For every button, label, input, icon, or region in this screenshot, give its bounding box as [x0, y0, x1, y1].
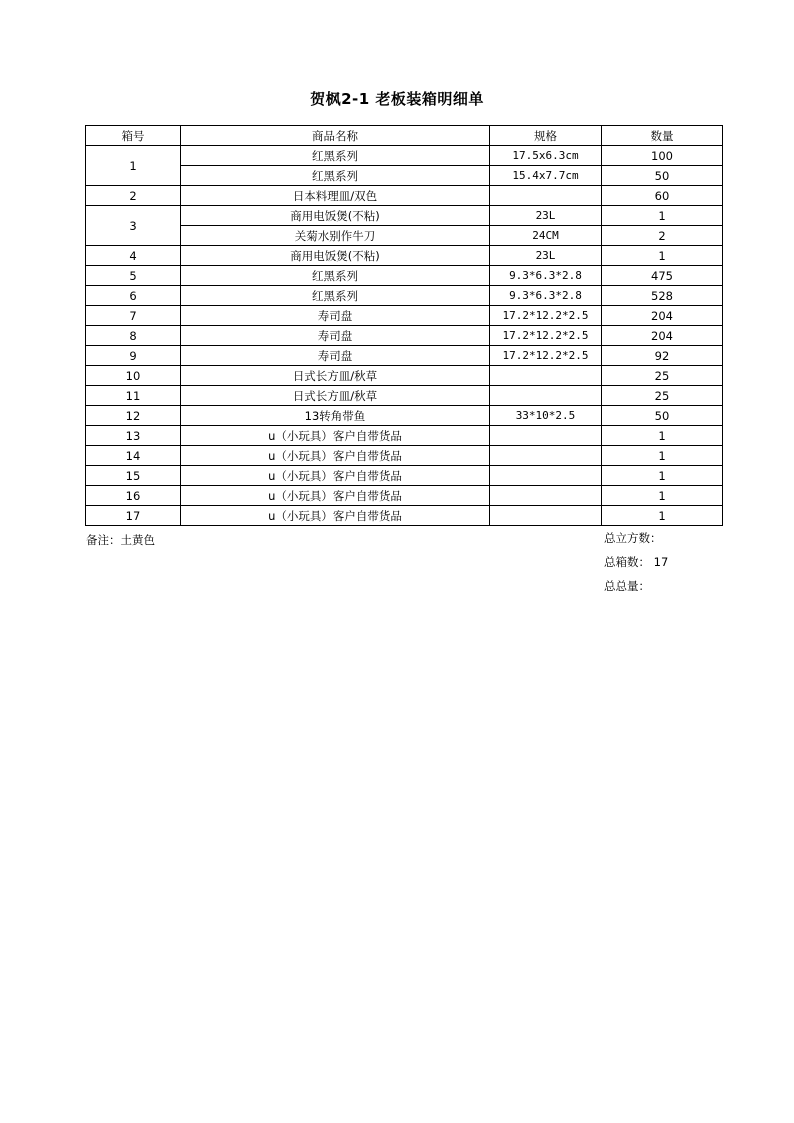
table-row	[86, 326, 723, 346]
total-boxes: 总箱数： 17	[604, 555, 669, 569]
cell-box-no: 1	[86, 146, 181, 186]
table-row	[86, 246, 723, 266]
cell-spec: 15.4x7.7cm	[490, 166, 602, 186]
cell-quantity: 1	[602, 246, 723, 266]
cell-product-name: 关菊水别作牛刀	[181, 226, 490, 246]
header-box-no: 箱号	[86, 126, 181, 146]
cell-spec: 17.2*12.2*2.5	[490, 326, 602, 346]
cell-product-name: 红黑系列	[181, 266, 490, 286]
cell-spec: 9.3*6.3*2.8	[490, 286, 602, 306]
cell-quantity: 1	[602, 426, 723, 446]
cell-quantity: 475	[602, 266, 723, 286]
cell-box-no: 3	[86, 206, 181, 246]
cell-spec: 17.2*12.2*2.5	[490, 346, 602, 366]
cell-box-no: 15	[86, 466, 181, 486]
cell-quantity: 60	[602, 186, 723, 206]
cell-box-no: 11	[86, 386, 181, 406]
cell-box-no: 4	[86, 246, 181, 266]
cell-quantity: 100	[602, 146, 723, 166]
table-row	[86, 306, 723, 326]
cell-quantity: 1	[602, 486, 723, 506]
cell-product-name: 红黑系列	[181, 146, 490, 166]
page-title: 贺枫2-1 老板装箱明细单	[310, 90, 484, 108]
table-row	[86, 446, 723, 466]
cell-quantity: 25	[602, 386, 723, 406]
cell-product-name: 寿司盘	[181, 346, 490, 366]
cell-product-name: 寿司盘	[181, 326, 490, 346]
cell-quantity: 1	[602, 446, 723, 466]
cell-quantity: 50	[602, 166, 723, 186]
cell-box-no: 14	[86, 446, 181, 466]
cell-spec: 23L	[490, 206, 602, 226]
table-row	[86, 146, 723, 166]
cell-product-name: u（小玩具）客户自带货品	[181, 466, 490, 486]
cell-quantity: 1	[602, 466, 723, 486]
table-row	[86, 286, 723, 306]
cell-spec	[490, 386, 602, 406]
cell-spec	[490, 486, 602, 506]
cell-spec: 23L	[490, 246, 602, 266]
cell-product-name: 红黑系列	[181, 166, 490, 186]
cell-spec	[490, 446, 602, 466]
cell-quantity: 528	[602, 286, 723, 306]
cell-product-name: 寿司盘	[181, 306, 490, 326]
table-body	[86, 146, 723, 526]
cell-spec	[490, 366, 602, 386]
cell-quantity: 92	[602, 346, 723, 366]
header-quantity: 数量	[602, 126, 723, 146]
table-row	[86, 366, 723, 386]
table-row	[86, 426, 723, 446]
table-row	[86, 466, 723, 486]
cell-box-no: 17	[86, 506, 181, 526]
cell-box-no: 2	[86, 186, 181, 206]
table-row	[86, 486, 723, 506]
cell-quantity: 50	[602, 406, 723, 426]
cell-box-no: 8	[86, 326, 181, 346]
cell-box-no: 5	[86, 266, 181, 286]
cell-box-no: 16	[86, 486, 181, 506]
cell-product-name: 日式长方皿/秋草	[181, 366, 490, 386]
table-row	[86, 166, 723, 186]
table-row	[86, 506, 723, 526]
cell-quantity: 204	[602, 306, 723, 326]
cell-product-name: 13转角带鱼	[181, 406, 490, 426]
cell-box-no: 7	[86, 306, 181, 326]
header-product-name: 商品名称	[181, 126, 490, 146]
cell-product-name: u（小玩具）客户自带货品	[181, 506, 490, 526]
table-row	[86, 226, 723, 246]
cell-spec: 9.3*6.3*2.8	[490, 266, 602, 286]
cell-box-no: 9	[86, 346, 181, 366]
packing-list-table	[85, 125, 723, 526]
table-row	[86, 406, 723, 426]
total-weight: 总总量：	[604, 579, 650, 593]
table-row	[86, 206, 723, 226]
cell-spec: 17.2*12.2*2.5	[490, 306, 602, 326]
cell-spec	[490, 186, 602, 206]
table-row	[86, 266, 723, 286]
cell-quantity: 1	[602, 506, 723, 526]
cell-product-name: 商用电饭煲(不粘)	[181, 206, 490, 226]
cell-product-name: u（小玩具）客户自带货品	[181, 426, 490, 446]
cell-spec	[490, 506, 602, 526]
cell-quantity: 1	[602, 206, 723, 226]
cell-product-name: 日式长方皿/秋草	[181, 386, 490, 406]
cell-spec: 33*10*2.5	[490, 406, 602, 426]
table-header-row	[86, 126, 723, 146]
cell-box-no: 10	[86, 366, 181, 386]
total-volume: 总立方数：	[604, 531, 662, 545]
cell-box-no: 13	[86, 426, 181, 446]
cell-spec: 17.5x6.3cm	[490, 146, 602, 166]
cell-spec	[490, 426, 602, 446]
cell-spec	[490, 466, 602, 486]
cell-quantity: 2	[602, 226, 723, 246]
cell-product-name: u（小玩具）客户自带货品	[181, 446, 490, 466]
cell-box-no: 12	[86, 406, 181, 426]
cell-product-name: 商用电饭煲(不粘)	[181, 246, 490, 266]
remark: 备注：土黄色	[86, 533, 155, 547]
cell-box-no: 6	[86, 286, 181, 306]
header-spec: 规格	[490, 126, 602, 146]
cell-spec: 24CM	[490, 226, 602, 246]
cell-quantity: 25	[602, 366, 723, 386]
cell-quantity: 204	[602, 326, 723, 346]
cell-product-name: 红黑系列	[181, 286, 490, 306]
cell-product-name: u（小玩具）客户自带货品	[181, 486, 490, 506]
cell-product-name: 日本料理皿/双色	[181, 186, 490, 206]
table-row	[86, 386, 723, 406]
table-row	[86, 186, 723, 206]
table-row	[86, 346, 723, 366]
